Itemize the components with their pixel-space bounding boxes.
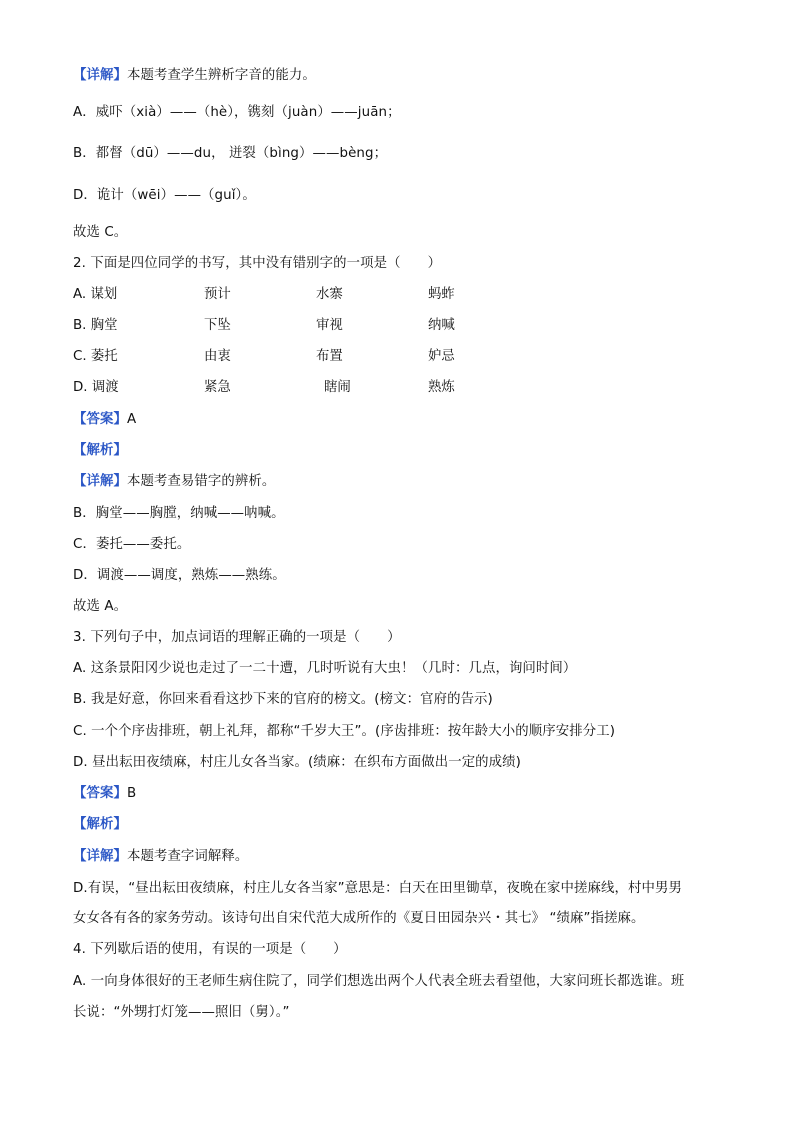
question-3-option-c: C. 一个个序齿排班，朝上礼拜，都称“千岁大王”。(序齿排班：按年龄大小的顺序安排分工) [73,724,616,739]
answer-2 [73,410,136,430]
explanation-line-d: D.有误，“昼出耘田夜绩麻，村庄儿女各当家”意思是：白天在田里锄草，夜晚在家中搓麻线，村中男男 [73,881,682,896]
detail-text: 本题考查易错字的辨析。 [126,474,276,489]
option-word: 紧急 [204,380,231,395]
detail-tag: 【详解】 [73,68,127,83]
conclusion-line: 故选 C。 [73,225,128,240]
detail-2 [73,472,275,492]
answer-value: B [126,786,137,801]
option-word: 瞎闹 [324,380,351,395]
analysis-tag: 【解析】 [73,817,127,832]
explanation-line-b: B．胸堂——胸膛，纳喊——呐喊。 [73,506,285,521]
option-word: 布置 [316,349,343,364]
option-word: 审视 [316,318,343,333]
analysis-3 [73,815,127,835]
analysis-tag: 【解析】 [73,443,127,458]
detail-paragraph [73,66,316,86]
option-word: 纳喊 [428,318,455,333]
option-label: A. 谋划 [73,287,118,302]
explanation-line-c: C．萎托——委托。 [73,537,191,552]
question-3-option-b: B. 我是好意，你回来看看这抄下来的官府的榜文。(榜文：官府的告示) [73,692,493,707]
conclusion-line: 故选 A。 [73,599,128,614]
question-4-stem: 4. 下列歇后语的使用，有误的一项是（ ） [73,942,347,957]
question-2-stem: 2. 下面是四位同学的书写，其中没有错别字的一项是（ ） [73,256,442,271]
explanation-line-continued: 女女各有各的家务劳动。该诗句出自宋代范大成所作的《夏日田园杂兴・其七》 “绩麻”指搓麻。 [73,911,645,926]
question-3-stem: 3. 下列句子中，加点词语的理解正确的一项是（ ） [73,630,401,645]
option-word: 熟炼 [428,380,455,395]
detail-3 [73,847,248,867]
option-word: 蚂蚱 [428,287,455,302]
option-label: B. 胸堂 [73,318,118,333]
explanation-line-d: D．诡计（wēi）——（guǐ）。 [73,188,256,203]
answer-3 [73,784,136,804]
explanation-line-b: B．都督（dū）——du， 迸裂（bìng）——bèng； [73,146,388,161]
detail-tag: 【详解】 [73,849,127,864]
question-4-option-a-continued: 长说：“外甥打灯笼——照旧（舅）。” [73,1005,290,1020]
option-label: D. 调渡 [73,380,119,395]
question-3-option-d: D. 昼出耘田夜绩麻，村庄儿女各当家。(绩麻：在织布方面做出一定的成绩) [73,755,521,770]
question-3-option-a: A. 这条景阳冈少说也走过了一二十遭，几时听说有大虫！（几时：几点，询问时间） [73,661,577,676]
explanation-line-a: A．威吓（xià）——（hè），镌刻（juàn）——juān； [73,105,401,120]
answer-tag: 【答案】 [73,786,127,801]
detail-text: 本题考查字词解释。 [126,849,249,864]
explanation-line-d: D．调渡——调度，熟炼——熟练。 [73,568,286,583]
option-word: 由衷 [204,349,231,364]
option-word: 水寨 [316,287,343,302]
option-word: 预计 [204,287,231,302]
detail-tag: 【详解】 [73,474,127,489]
option-label: C. 萎托 [73,349,118,364]
analysis-2 [73,441,127,461]
question-4-option-a: A. 一向身体很好的王老师生病住院了，同学们想选出两个人代表全班去看望他，大家问班长都选谁。班 [73,974,685,989]
option-word: 妒忌 [428,349,455,364]
option-word: 下坠 [204,318,231,333]
detail-text: 本题考查学生辨析字音的能力。 [126,68,316,83]
answer-tag: 【答案】 [73,412,127,427]
answer-value: A [126,412,137,427]
